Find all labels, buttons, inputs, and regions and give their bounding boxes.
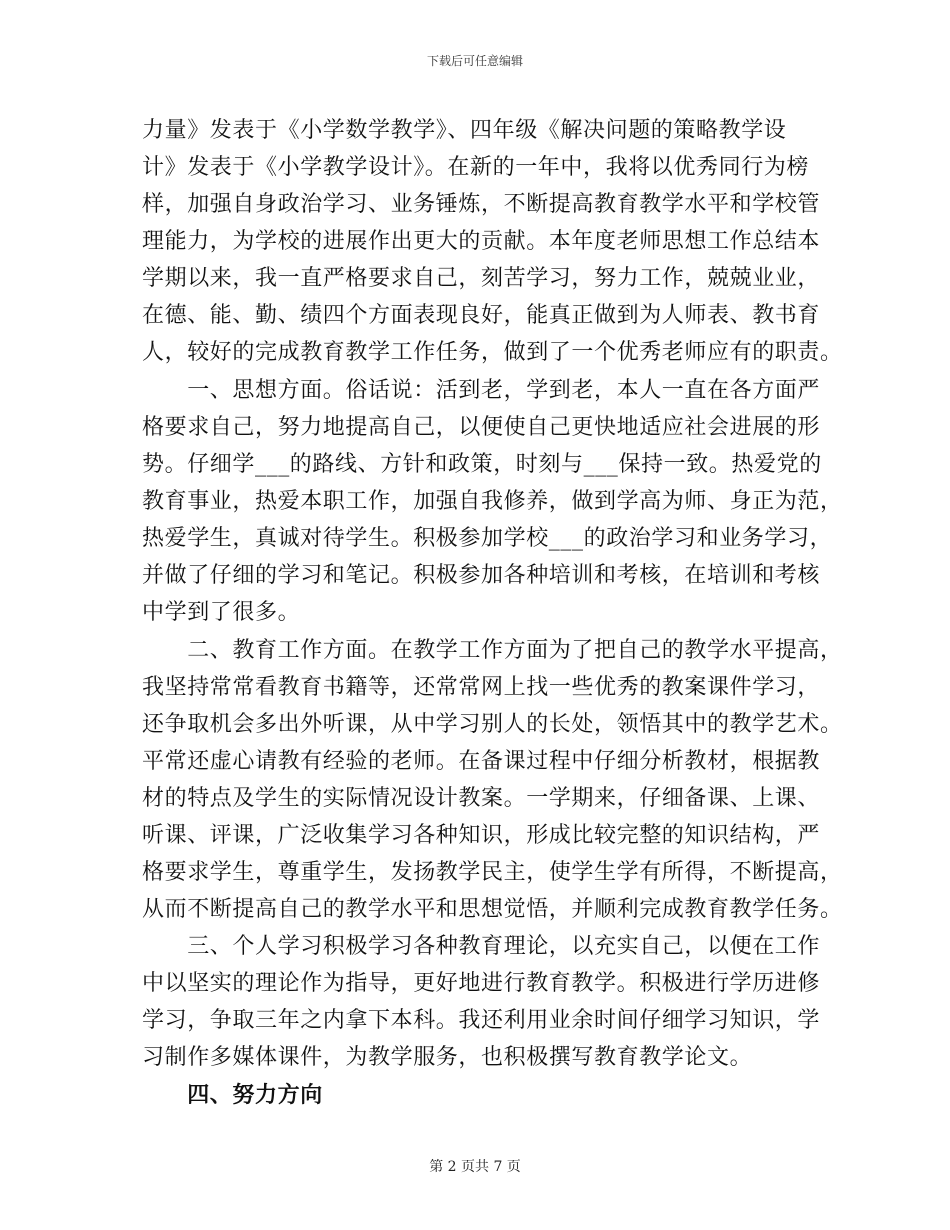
text-line: 我坚持常常看教育书籍等，还常常网上找一些优秀的教案课件学习， [142,675,821,700]
text-line: 格要求自己，努力地提高自己，以便使自己更快地适应社会进展的形 [142,415,821,440]
text-line: 学习，争取三年之内拿下本科。我还利用业余时间仔细学习知识，学 [142,1008,821,1033]
text-line: 教育事业，热爱本职工作，加强自我修养，做到学高为师、身正为范， [142,489,843,514]
text-line: 材的特点及学生的实际情况设计教案。一学期来，仔细备课、上课、 [142,786,821,811]
text-line: 理能力，为学校的进展作出更大的贡献。本年度老师思想工作总结本 [142,229,821,254]
text-line: 听课、评课，广泛收集学习各种知识，形成比较完整的知识结构，严 [142,823,821,848]
text-line: 力量》发表于《小学数学教学》、四年级《解决问题的策略教学设 [142,118,787,143]
text-line: 三、个人学习积极学习各种教育理论，以充实自己，以便在工作 [142,934,821,959]
text-line: 中学到了很多。 [142,600,301,625]
text-line: 从而不断提高自己的教学水平和思想觉悟，并顺利完成教育教学任务。 [142,897,843,922]
text-line: 一、思想方面。俗话说：活到老，学到老，本人一直在各方面严 [142,378,821,403]
text-line: 学期以来，我一直严格要求自己，刻苦学习，努力工作，兢兢业业， [142,266,821,291]
text-line: 习制作多媒体课件，为教学服务，也积极撰写教育教学论文。 [142,1045,753,1070]
text-line: 二、教育工作方面。在教学工作方面为了把自己的教学水平提高， [142,638,843,663]
text-line: 还争取机会多出外听课，从中学习别人的长处，领悟其中的教学艺术。 [142,712,843,737]
text-line: 平常还虚心请教有经验的老师。在备课过程中仔细分析教材，根据教 [142,749,821,774]
text-line: 人，较好的完成教育教学工作任务，做到了一个优秀老师应有的职责。 [142,340,843,365]
text-line: 在德、能、勤、绩四个方面表现良好，能真正做到为人师表、教书育 [142,303,821,328]
text-line: 格要求学生，尊重学生，发扬教学民主，使学生学有所得，不断提高， [142,860,843,885]
text-line: 中以坚实的理论作为指导，更好地进行教育教学。积极进行学历进修 [142,971,821,996]
text-line: 计》发表于《小学教学设计》。在新的一年中，我将以优秀同行为榜 [142,155,810,180]
text-line: 样，加强自身政治学习、业务锤炼，不断提高教育教学水平和学校管 [142,192,821,217]
section-heading: 四、努力方向 [142,1082,323,1108]
page-header: 下载后可任意编辑 [426,54,523,68]
page-footer: 第 2 页共 7 页 [429,1159,521,1175]
text-line: 势。仔细学___的路线、方针和政策，时刻与___保持一致。热爱党的 [142,452,822,477]
text-line: 热爱学生，真诚对待学生。积极参加学校___的政治学习和业务学习， [142,526,833,551]
text-line: 并做了仔细的学习和笔记。积极参加各种培训和考核，在培训和考核 [142,563,821,588]
